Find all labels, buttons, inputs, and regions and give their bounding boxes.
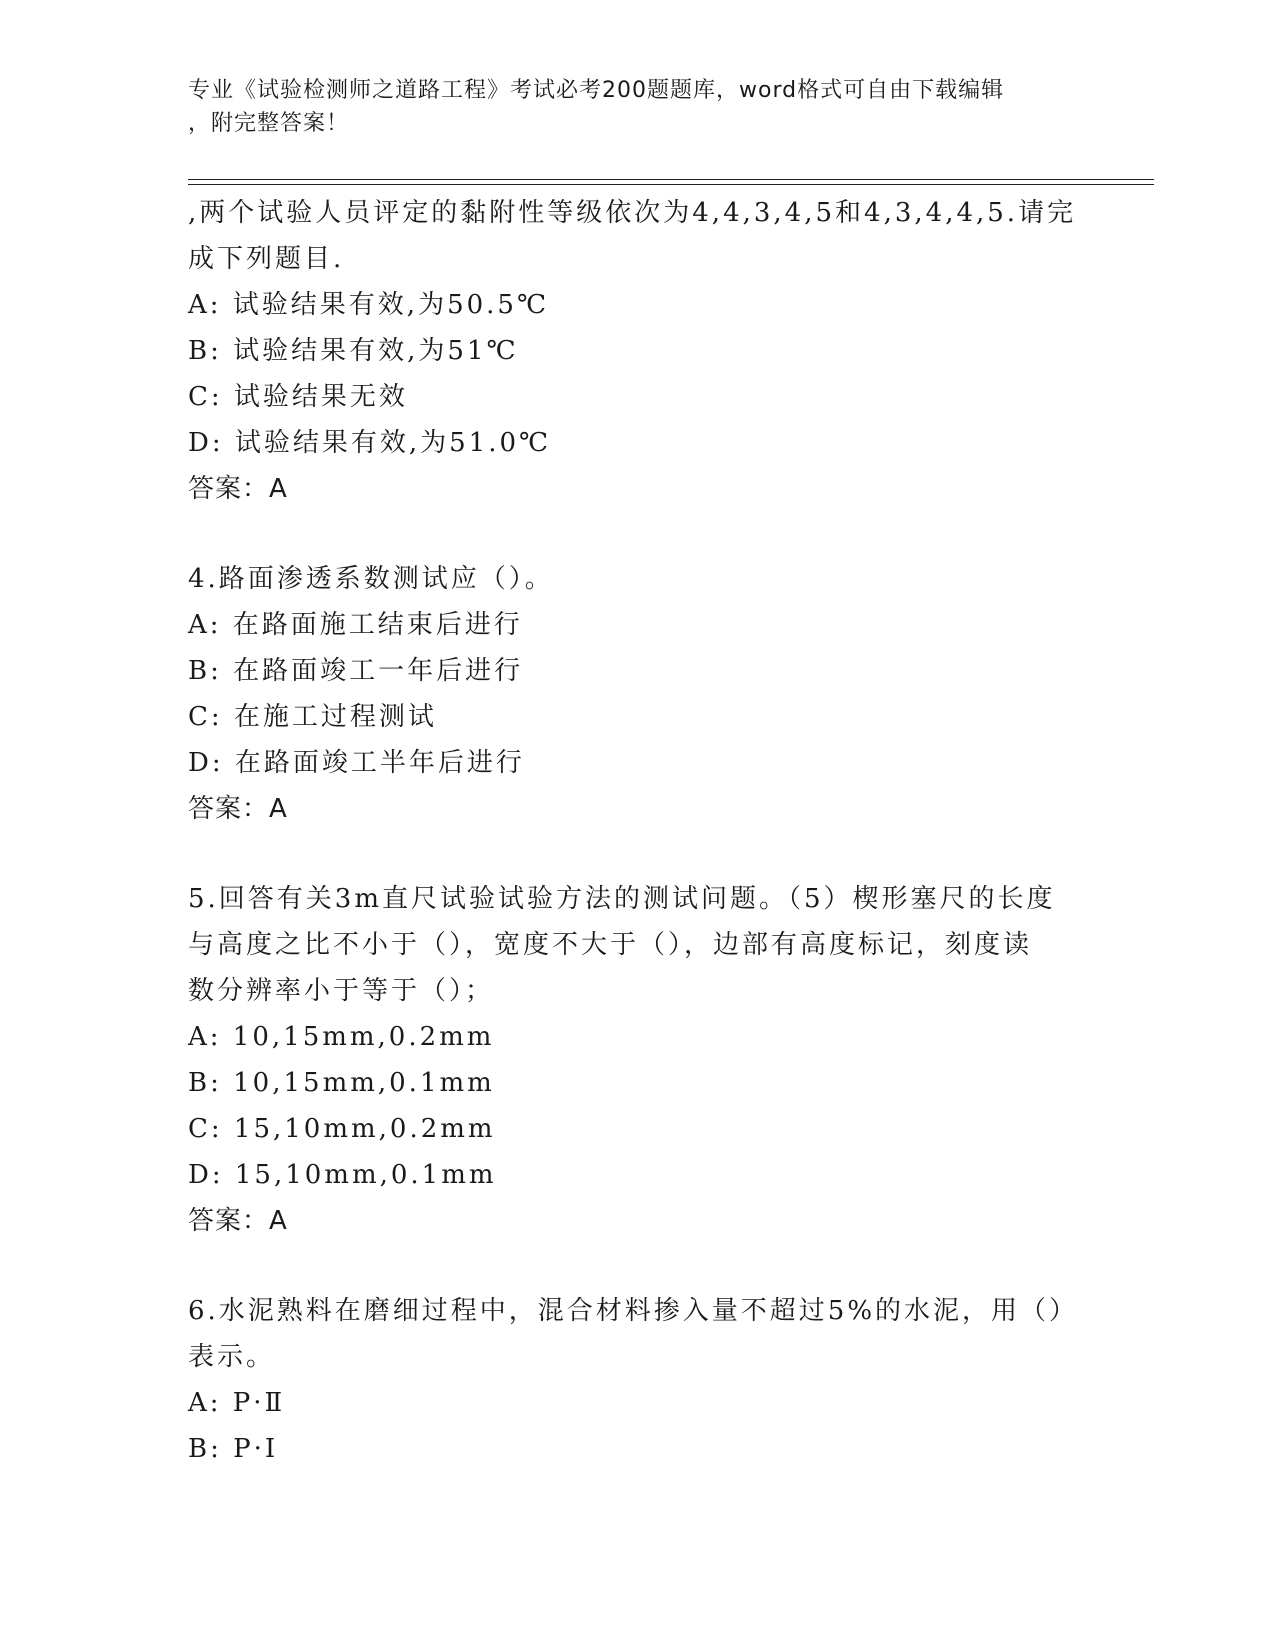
question-stem: 成下列题目. — [188, 244, 345, 274]
option-d: D: 在路面竣工半年后进行 — [188, 748, 525, 778]
option-c: C: 15,10mm,0.2mm — [188, 1114, 496, 1144]
question-stem: 表示。 — [188, 1342, 276, 1372]
question-4 — [188, 556, 1088, 832]
option-a: A: 在路面施工结束后进行 — [188, 610, 523, 640]
answer-label: 答案：A — [188, 1206, 288, 1236]
header-title-line1: 专业《试验检测师之道路工程》考试必考200题题库，word格式可自由下载编辑 — [188, 78, 1005, 103]
question-5 — [188, 876, 1088, 1244]
header-divider-bottom — [188, 184, 1154, 185]
option-a: A: P·Ⅱ — [188, 1388, 286, 1418]
option-d: D: 试验结果有效,为51.0℃ — [188, 428, 552, 458]
option-b: B: P·Ⅰ — [188, 1434, 279, 1464]
option-a: A: 10,15mm,0.2mm — [188, 1022, 495, 1052]
answer-label: 答案：A — [188, 474, 288, 504]
question-3 — [188, 190, 1088, 512]
question-stem: 6.水泥熟料在磨细过程中，混合材料掺入量不超过5%的水泥，用（） — [188, 1296, 1079, 1326]
option-b: B: 在路面竣工一年后进行 — [188, 656, 524, 686]
option-d: D: 15,10mm,0.1mm — [188, 1160, 497, 1190]
option-c: C: 在施工过程测试 — [188, 702, 437, 732]
question-stem: 数分辨率小于等于（）； — [188, 976, 495, 1006]
question-stem: ,两个试验人员评定的黏附性等级依次为4,4,3,4,5和4,3,4,4,5.请完 — [188, 198, 1077, 228]
question-list — [188, 190, 1088, 1472]
header-title-line2: ，附完整答案！ — [188, 111, 350, 136]
document-header — [188, 74, 1088, 140]
question-stem: 5.回答有关3m直尺试验试验方法的测试问题。（5）楔形塞尺的长度 — [188, 884, 1056, 914]
option-b: B: 10,15mm,0.1mm — [188, 1068, 495, 1098]
header-divider-top — [188, 179, 1154, 180]
answer-label: 答案：A — [188, 794, 288, 824]
question-6 — [188, 1288, 1088, 1472]
question-stem: 4.路面渗透系数测试应（）。 — [188, 564, 554, 594]
option-b: B: 试验结果有效,为51℃ — [188, 336, 519, 366]
option-a: A: 试验结果有效,为50.5℃ — [188, 290, 550, 320]
question-stem: 与高度之比不小于（），宽度不大于（），边部有高度标记，刻度读 — [188, 930, 1033, 960]
option-c: C: 试验结果无效 — [188, 382, 408, 412]
